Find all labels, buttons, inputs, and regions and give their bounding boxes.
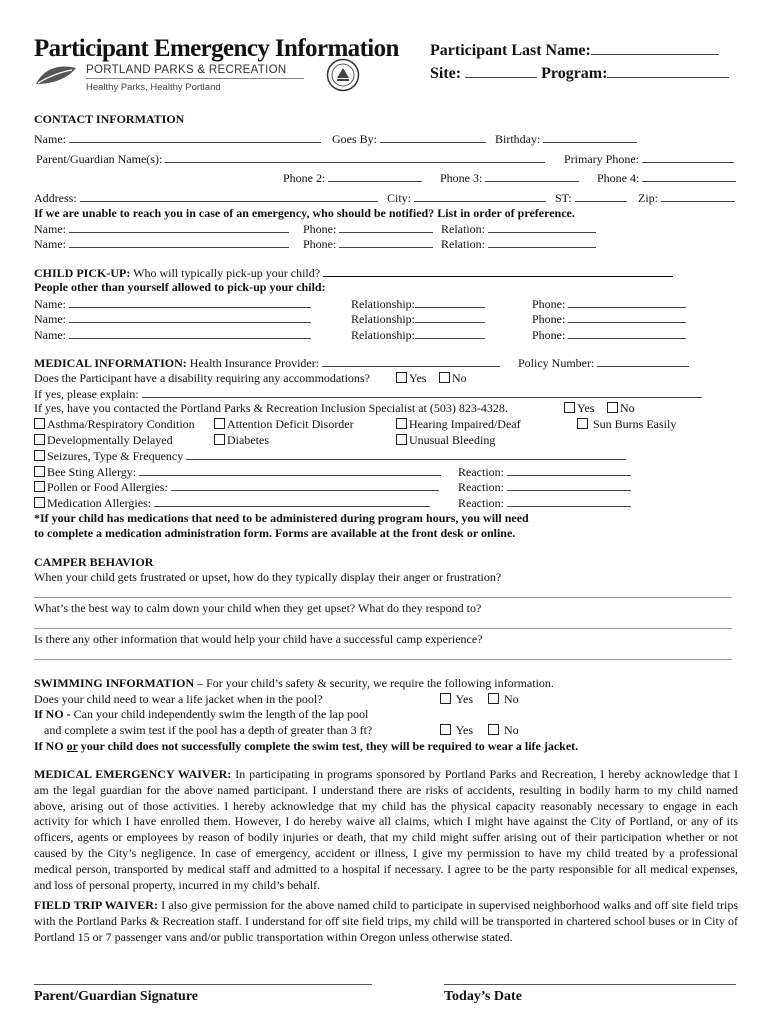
org-name: PORTLAND PARKS & RECREATION xyxy=(86,64,287,76)
org-tagline: Healthy Parks, Healthy Portland xyxy=(86,82,221,93)
behavior-question-1: When your child gets frustrated or upset, how do they typically display their anger or frustration? xyxy=(34,570,502,584)
swim-question-2b: and complete a swim test if the pool has a depth of greater than 3 ft? xyxy=(44,723,373,737)
site-program-field[interactable] xyxy=(430,63,729,83)
pickup-relationship-3[interactable]: Relationship: xyxy=(351,327,485,342)
contact-heading: CONTACT INFORMATION xyxy=(34,112,185,126)
inclusion-question: If yes, have you contacted the Portland Parks & Recreation Inclusion Specialist at (503) 823-4328. xyxy=(34,401,508,415)
disability-yes-checkbox[interactable]: Yes xyxy=(396,371,426,385)
last-name-field[interactable] xyxy=(430,40,719,60)
behavior-answer-2[interactable] xyxy=(34,628,732,629)
swimtest-yes-checkbox[interactable]: Yes xyxy=(440,723,473,737)
jacket-yes-checkbox[interactable]: Yes xyxy=(440,692,473,706)
state-field[interactable]: ST: xyxy=(555,190,627,205)
pickup-phone-2[interactable]: Phone: xyxy=(532,311,686,326)
city-field[interactable]: City: xyxy=(387,190,546,205)
guardian-field[interactable]: Parent/Guardian Name(s): xyxy=(36,151,545,166)
medication-allergy-field[interactable]: Medication Allergies: xyxy=(34,495,430,510)
bleeding-checkbox[interactable]: Unusual Bleeding xyxy=(396,433,495,447)
pickup-relationship-2[interactable]: Relationship: xyxy=(351,311,485,326)
medical-waiver: MEDICAL EMERGENCY WAIVER: In participating in programs sponsored by Portland Parks and Recreation, I hereby acknowledge that I am the legal guardian for the above named participant. I understand there are risks of accidents, resulting in bodily harm to my child named above, arising out of those activities. I hereby acknowledge that my child has the physical capacity reasonably necessary to engage in each activity for which I have enrolled them. However, I do hereby waive all claims, which I might have against the City of Portland, or any of its officers, agents or employees by reason of bodily injuries or death, that my child might suffer arising out of their participation whether or not caused by the City’s negligence. In case of emergency, accident or illness, I give my permission to have my child treated by a professional medical person, transported by medical staff and admitted to a hospital if necessary. I agree to be the party responsible for all medical expenses, and loss of personal property, incurred in my child’s behalf. xyxy=(34,767,738,892)
disability-question: Does the Participant have a disability requiring any accommodations? xyxy=(34,371,370,385)
pickup-phone-3[interactable]: Phone: xyxy=(532,327,686,342)
phone2-field[interactable]: Phone 2: xyxy=(283,170,422,185)
signature-line[interactable] xyxy=(34,984,372,985)
medication-note-line2: to complete a medication administration form. Forms are available at the front desk or online. xyxy=(34,526,516,540)
hearing-checkbox[interactable]: Hearing Impaired/Deaf xyxy=(396,417,521,431)
pickup-others: People other than yourself allowed to pick-up your child: xyxy=(34,280,326,294)
zip-field[interactable]: Zip: xyxy=(638,190,735,205)
primary-phone-field[interactable]: Primary Phone: xyxy=(564,151,734,166)
emergency-phone-1[interactable]: Phone: xyxy=(303,221,433,236)
bee-allergy-field[interactable]: Bee Sting Allergy: xyxy=(34,464,441,479)
disability-no-checkbox[interactable]: No xyxy=(439,371,467,385)
signature-label: Parent/Guardian Signature xyxy=(34,989,199,1004)
date-label: Today’s Date xyxy=(444,989,522,1004)
delayed-checkbox[interactable]: Developmentally Delayed xyxy=(34,433,173,447)
emergency-relation-1[interactable]: Relation: xyxy=(441,221,596,236)
page-title: Participant Emergency Information xyxy=(34,35,399,62)
pickup-relationship-1[interactable]: Relationship: xyxy=(351,296,485,311)
bee-reaction-field[interactable]: Reaction: xyxy=(458,464,631,479)
phone4-field[interactable]: Phone 4: xyxy=(597,170,736,185)
insurance-field[interactable]: MEDICAL INFORMATION: Health Insurance Provider: xyxy=(34,355,500,370)
behavior-heading: CAMPER BEHAVIOR xyxy=(34,555,154,569)
emergency-note: If we are unable to reach you in case of an emergency, who should be notified? List in order of preference. xyxy=(34,206,575,220)
medication-reaction-field[interactable]: Reaction: xyxy=(458,495,631,510)
inclusion-no-checkbox[interactable]: No xyxy=(607,401,635,415)
behavior-question-3: Is there any other information that would help your child have a successful camp experience? xyxy=(34,632,483,646)
emergency-name-1[interactable]: Name: xyxy=(34,221,289,236)
program-label: Program: xyxy=(541,65,608,82)
asthma-checkbox[interactable]: Asthma/Respiratory Condition xyxy=(34,417,195,431)
emergency-name-2[interactable]: Name: xyxy=(34,236,289,251)
seizures-field[interactable]: Seizures, Type & Frequency xyxy=(34,448,626,463)
swim-question-2a: If NO - Can your child independently swim the length of the lap pool xyxy=(34,707,369,721)
city-seal-icon xyxy=(326,58,360,92)
swimtest-no-checkbox[interactable]: No xyxy=(488,723,519,737)
phone3-field[interactable]: Phone 3: xyxy=(440,170,579,185)
field-trip-waiver: FIELD TRIP WAIVER: I also give permission for the above named child to participate in supervised neighborhood walks and off site field trips with the Portland Parks & Recreation staff. I understand for off site field trips, my child will be transported in chartered school buses or in City of Portland 15 or 7 passenger vans and/or public transportation within Oregon unless otherwise stated. xyxy=(34,898,738,944)
date-line[interactable] xyxy=(444,984,736,985)
policy-field[interactable]: Policy Number: xyxy=(518,355,689,370)
pollen-allergy-field[interactable]: Pollen or Food Allergies: xyxy=(34,479,439,494)
pickup-name-3[interactable]: Name: xyxy=(34,327,311,342)
goes-by-field[interactable]: Goes By: xyxy=(332,131,486,146)
emergency-relation-2[interactable]: Relation: xyxy=(441,236,596,251)
emergency-phone-2[interactable]: Phone: xyxy=(303,236,433,251)
jacket-no-checkbox[interactable]: No xyxy=(488,692,519,706)
add-checkbox[interactable]: Attention Deficit Disorder xyxy=(214,417,354,431)
swim-question-1: Does your child need to wear a life jacket when in the pool? xyxy=(34,692,323,706)
swim-intro: SWIMMING INFORMATION – For your child’s safety & security, we require the following information. xyxy=(34,676,554,690)
behavior-question-2: What’s the best way to calm down your child when they get upset? What do they respond to? xyxy=(34,601,482,615)
inclusion-yes-checkbox[interactable]: Yes xyxy=(564,401,594,415)
last-name-label: Participant Last Name: xyxy=(430,42,591,59)
sunburn-checkbox[interactable]: Sun Burns Easily xyxy=(577,417,676,431)
address-field[interactable]: Address: xyxy=(34,190,378,205)
birthday-field[interactable]: Birthday: xyxy=(495,131,637,146)
leaf-logo-icon xyxy=(34,62,78,88)
pollen-reaction-field[interactable]: Reaction: xyxy=(458,479,631,494)
swim-warning: If NO or your child does not successfully complete the swim test, they will be required to wear a life jacket. xyxy=(34,739,579,753)
behavior-answer-3[interactable] xyxy=(34,659,732,660)
medication-note-line1: *If your child has medications that need to be administered during program hours, you will need xyxy=(34,511,529,525)
pickup-name-2[interactable]: Name: xyxy=(34,311,311,326)
explain-field[interactable]: If yes, please explain: xyxy=(34,386,702,401)
pickup-phone-1[interactable]: Phone: xyxy=(532,296,686,311)
behavior-answer-1[interactable] xyxy=(34,597,732,598)
name-field[interactable]: Name: xyxy=(34,131,321,146)
pickup-question[interactable]: CHILD PICK-UP: Who will typically pick-up your child? xyxy=(34,265,673,280)
diabetes-checkbox[interactable]: Diabetes xyxy=(214,433,269,447)
pickup-name-1[interactable]: Name: xyxy=(34,296,311,311)
site-label: Site: xyxy=(430,65,462,82)
